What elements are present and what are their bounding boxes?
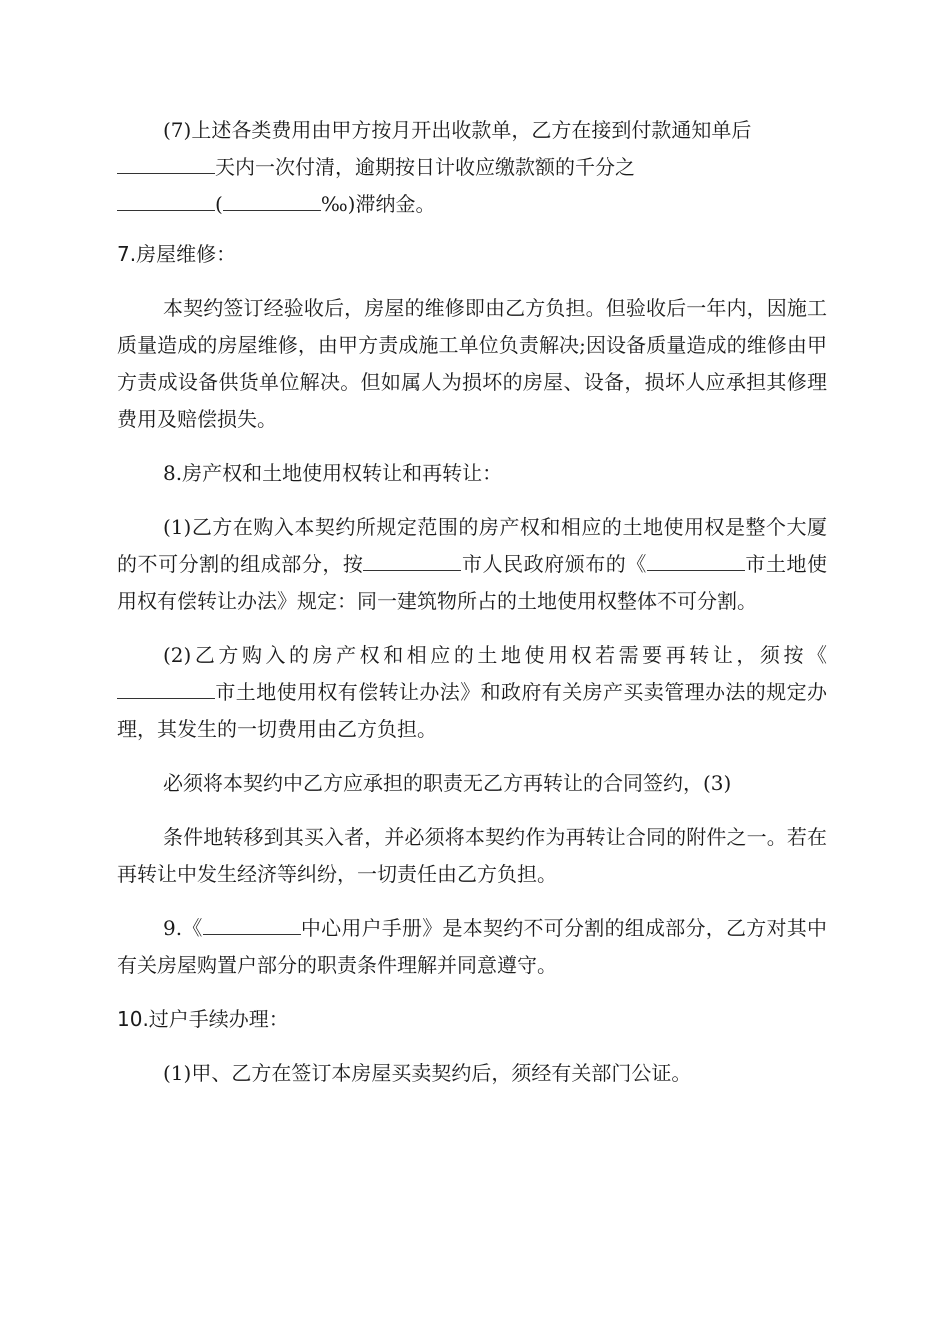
clause-7-7-text: 天内一次付清，逾期按日计收应缴款额的千分之 [215, 155, 635, 179]
blank-field [223, 190, 321, 211]
clause-8-2-b: 《 [807, 643, 827, 667]
clause-9 [117, 910, 827, 984]
repair-clause: 本契约签订经验收后，房屋的维修即由乙方负担。但验收后一年内，因施工质量造成的房屋维修，由甲方责成施工单位负责解决;因设备质量造成的维修由甲方责成设备供货单位解决。但如属人为损坏的房屋、设备，损坏人应承担其修理费用及赔偿损失。 [117, 296, 827, 431]
clause-8-1-c: 《 [626, 552, 647, 576]
clause-9-a: 9.《 [163, 916, 203, 940]
clause-8-2 [117, 637, 827, 748]
clause-7-7-line-1: (7)上述各类费用由甲方按月开出收款单，乙方在接到付款通知单后 [163, 118, 752, 142]
section-7-heading: 7.房屋维修： [117, 242, 237, 266]
section-8-heading: 8.房产权和土地使用权转让和再转让： [163, 461, 503, 485]
blank-field [363, 550, 461, 571]
clause-8-1 [117, 509, 827, 620]
blank-field [117, 678, 215, 699]
clause-10-1: (1)甲、乙方在签订本房屋买卖契约后，须经有关部门公证。 [163, 1061, 692, 1085]
contract-page [117, 112, 827, 1092]
late-fee-text: ‰)滞纳金。 [320, 192, 436, 216]
clause-8-3-b: 条件地转移到其买入者，并必须将本契约作为再转让合同的附件之一。若在再转让中发生经济等纠纷，一切责任由乙方负担。 [117, 825, 827, 886]
blank-field [117, 190, 215, 211]
clause-7-7-line-3 [117, 186, 827, 223]
blank-field [117, 153, 215, 174]
clause-8-2-c: 市土地使用权有偿转让办法》和政府有关房产买卖管理办法的规定办理，其发生的一切费用由乙方负担。 [117, 680, 827, 741]
clause-9-b: 中心用户手册》是本契约不可分割的组成部分，乙方对其中有关房屋购置户部分的职责条件理解并同意遵守。 [117, 916, 827, 977]
open-paren: ( [215, 192, 223, 216]
clause-8-1-a: (1)乙方在购入本契约所规定范围的房产权和相应的土地使用权是整个大厦的不可分割的组成部分，按 [117, 515, 827, 576]
clause-8-3-a: 必须将本契约中乙方应承担的职责无乙方再转让的合同签约，(3) [163, 771, 732, 795]
clause-8-1-b: 市人民政府颁布的 [461, 552, 627, 576]
clause-8-1-d: 市土地使用权有偿转让办法》规定：同一建筑物所占的土地使用权整体不可分割。 [117, 552, 828, 613]
blank-field [647, 550, 745, 571]
clause-7-7 [117, 112, 827, 223]
clause-7-7-line-2 [117, 149, 827, 186]
clause-8-2-a: (2)乙方购入的房产权和相应的土地使用权若需要再转让，须按 [163, 643, 807, 667]
blank-field [203, 914, 301, 935]
section-10-heading: 10.过户手续办理： [117, 1007, 289, 1031]
